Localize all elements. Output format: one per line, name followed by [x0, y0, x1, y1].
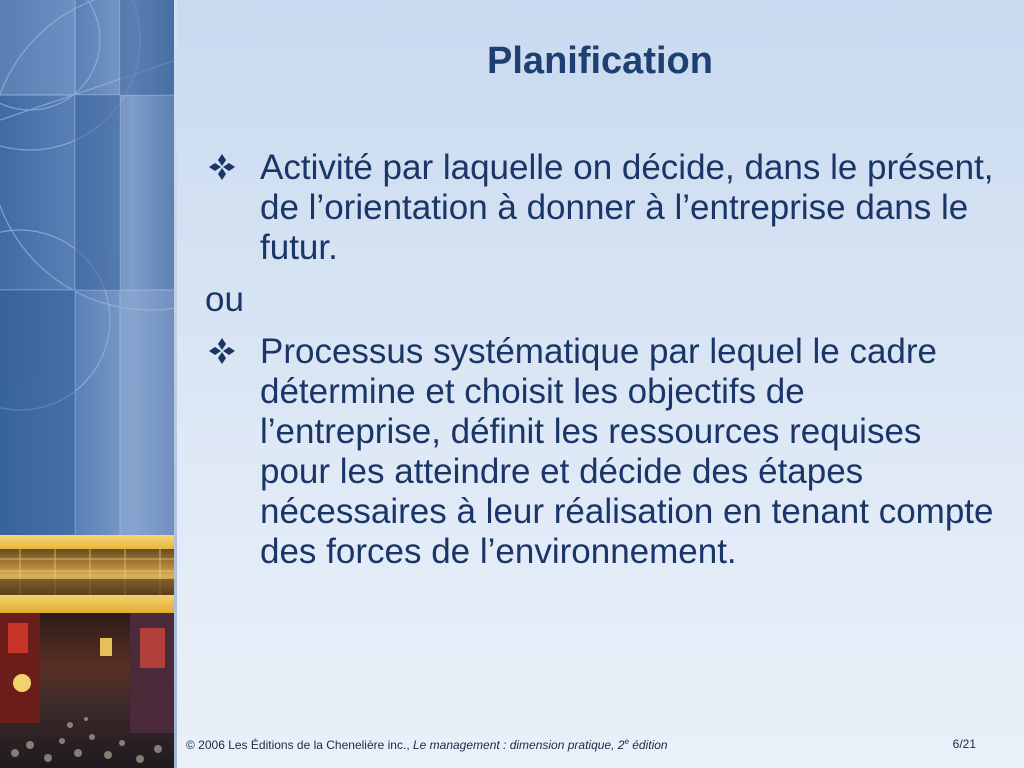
connector-word: ou [205, 280, 244, 319]
page-number: 6/21 [952, 737, 976, 751]
footer-credit [186, 737, 668, 752]
slide-title: Planification [487, 40, 713, 82]
bullet-text-2: Processus systématique par lequel le cadre détermine et choisit les objectifs de l’entreprise, définit les ressources requises pour les atteindre et décide des étapes nécessaires à leur réalisation en tenant compte des forces de l’environnement. [260, 332, 994, 571]
crowded-street-photo [0, 613, 176, 768]
sidebar-divider [174, 0, 177, 768]
sidebar-blue-pattern [0, 0, 176, 535]
bullet-text-1: Activité par laquelle on décide, dans le présent, de l’orientation à donner à l’entreprise dans le futur. [260, 148, 994, 267]
footer-edition-superscript: e [624, 737, 629, 746]
bullet-item-2 [205, 332, 995, 572]
diamond-clover-bullet-icon [207, 152, 237, 182]
bullet-item-1 [205, 148, 995, 268]
decorative-sidebar [0, 0, 176, 768]
gold-band-bottom [0, 595, 176, 613]
footer-edition-word: édition [628, 738, 668, 752]
footer-book-title: Le management : dimension pratique, 2 [412, 738, 625, 752]
market-photo [0, 549, 176, 595]
diamond-clover-bullet-icon [207, 336, 237, 366]
gold-band-top [0, 535, 176, 549]
slide-body [205, 148, 995, 572]
sidebar-architecture-graphic [0, 0, 176, 535]
footer-copyright: © 2006 Les Éditions de la Chenelière inc., [186, 738, 413, 752]
